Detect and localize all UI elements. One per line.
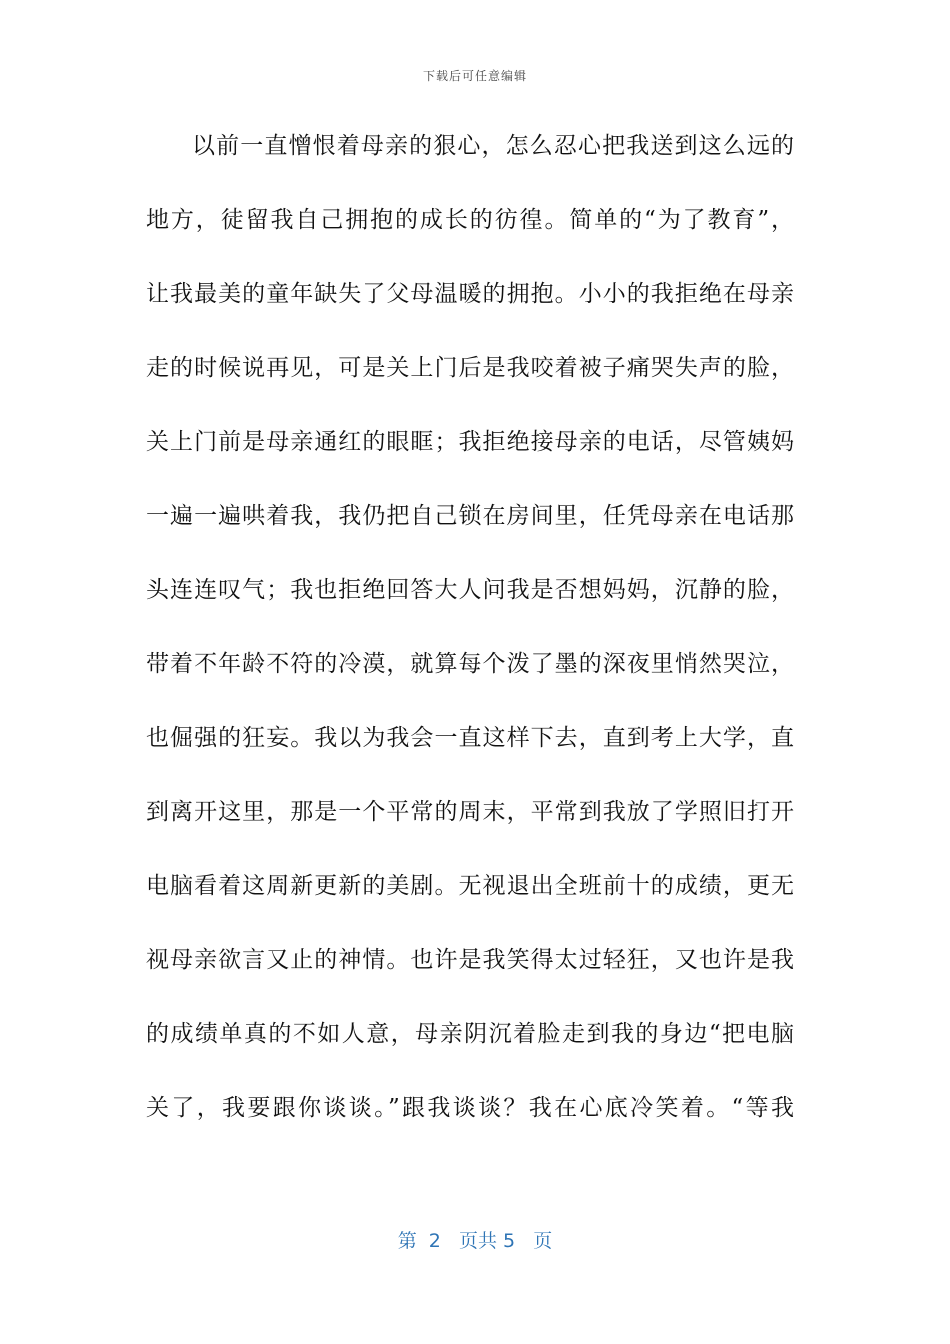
text-line: 走的时候说再见，可是关上门后是我咬着被子痛哭失声的脸， [146, 355, 794, 381]
text-line: 头连连叹气；我也拒绝回答大人问我是否想妈妈，沉静的脸， [146, 577, 794, 603]
page-number-footer: 第 2 页共 5 页 [397, 1230, 553, 1252]
text-line: 以前一直憎恨着母亲的狠心，怎么忍心把我送到这么远的 [192, 133, 794, 159]
body-paragraph [146, 128, 794, 1164]
text-line: 让我最美的童年缺失了父母温暖的拥抱。小小的我拒绝在母亲 [146, 281, 794, 307]
text-line: 视母亲欲言又止的神情。也许是我笑得太过轻狂，又也许是我 [146, 947, 794, 973]
text-line: 关上门前是母亲通红的眼眶；我拒绝接母亲的电话，尽管姨妈 [146, 429, 794, 455]
text-line: 一遍一遍哄着我，我仍把自己锁在房间里，任凭母亲在电话那 [146, 503, 794, 529]
text-line: 的成绩单真的不如人意，母亲阴沉着脸走到我的身边“把电脑 [146, 1021, 794, 1047]
text-line: 地方，徒留我自己拥抱的成长的彷徨。简单的“为了教育”， [146, 207, 794, 233]
header-note: 下载后可任意编辑 [422, 69, 527, 83]
text-line: 电脑看着这周新更新的美剧。无视退出全班前十的成绩，更无 [146, 873, 794, 899]
text-line: 也倔强的狂妄。我以为我会一直这样下去，直到考上大学，直 [146, 725, 794, 751]
text-line: 到离开这里，那是一个平常的周末，平常到我放了学照旧打开 [146, 799, 794, 825]
text-line: 关了，我要跟你谈谈。”跟我谈谈？我在心底冷笑着。“等我 [146, 1095, 794, 1121]
text-line: 带着不年龄不符的冷漠，就算每个泼了墨的深夜里悄然哭泣， [146, 651, 794, 677]
